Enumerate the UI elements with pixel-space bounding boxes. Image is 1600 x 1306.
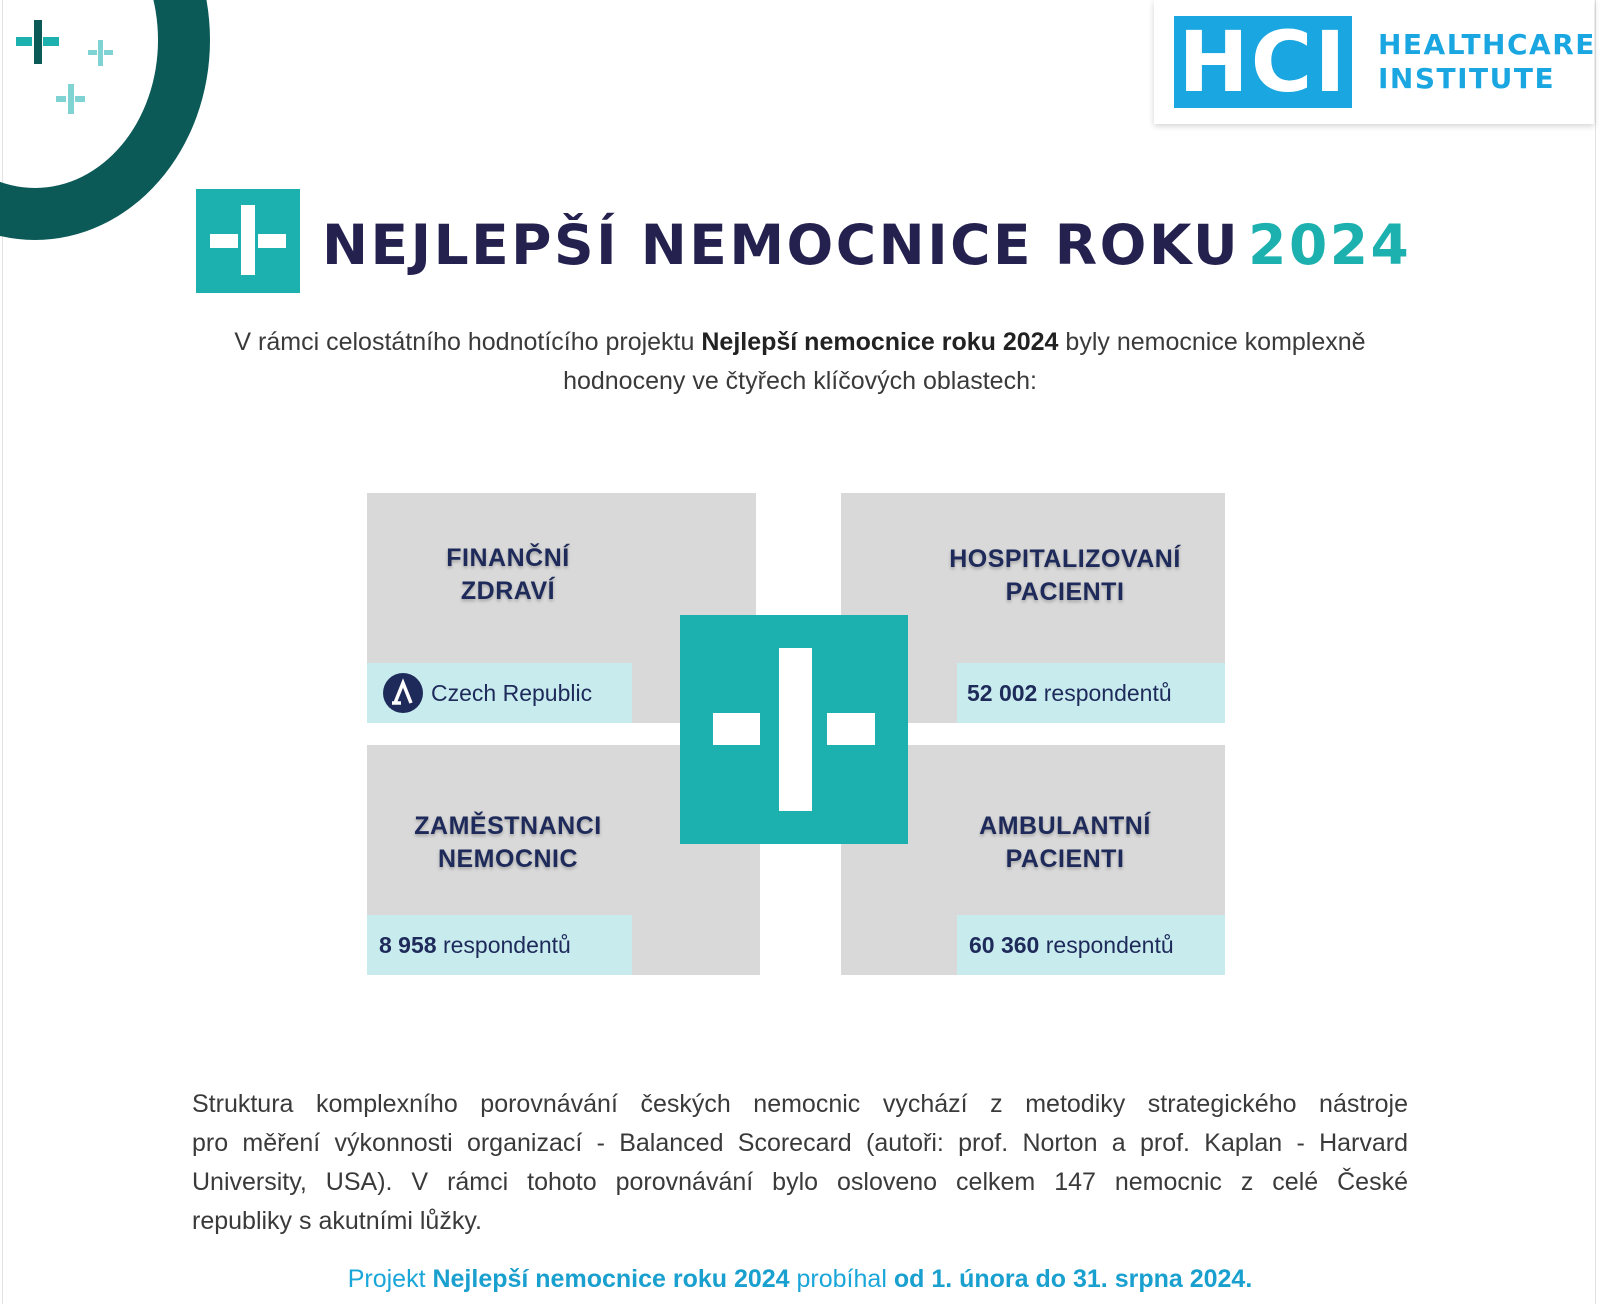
quadrant-ambulatory-tag: 60 360 respondentů: [957, 915, 1225, 975]
hospital-cross-icon: [680, 615, 908, 844]
quadrant-employees-title: ZAMĚSTNANCI NEMOCNIC: [414, 812, 602, 873]
project-period-note: Projekt Nejlepší nemocnice roku 2024 probíhal od 1. února do 31. srpna 2024.: [347, 1265, 1253, 1293]
body-paragraph: Struktura komplexního porovnávání českých nemocnic vychází z metodiky strategického nástroje pro měření výkonnosti organizací - Balanced Scorecard (autoři: prof. Norton a prof. Kaplan - Harvard University, USA). V rámci tohoto porovnávání bylo osloveno celkem 147 nemocnic z celé České republiky s akutními lůžky.: [192, 1090, 1408, 1235]
hci-logo: [1154, 0, 1594, 124]
title-year: 2024: [1248, 213, 1412, 277]
hci-logo-mark: HCI: [1174, 16, 1352, 108]
page-title: NEJLEPŠÍ NEMOCNICE ROKU 2024: [322, 213, 1412, 277]
la-logo-icon: [383, 673, 423, 713]
quadrant-financial-title: FINANČNÍ ZDRAVÍ: [446, 544, 570, 605]
hci-logo-name: HEALTHCARE INSTITUTE: [1378, 28, 1596, 95]
plus-cross-icon: [16, 20, 60, 64]
hospital-cross-icon: [196, 189, 300, 293]
quadrant-employees-tag: 8 958 respondentů: [367, 915, 632, 975]
quadrant-financial-tag: Czech Republic: [367, 663, 632, 723]
intro-paragraph: V rámci celostátního hodnotícího projektu Nejlepší nemocnice roku 2024 byly nemocnice komplexně hodnoceny ve čtyřech klíčových oblastech:: [234, 328, 1366, 395]
quadrant-hospitalized-tag: 52 002 respondentů: [957, 663, 1225, 723]
plus-cross-icon: [56, 84, 86, 114]
plus-cross-icon: [88, 40, 114, 66]
quadrant-ambulatory-title: AMBULANTNÍ PACIENTI: [979, 812, 1151, 873]
quadrant-hospitalized-title: HOSPITALIZOVANÍ PACIENTI: [949, 545, 1181, 606]
